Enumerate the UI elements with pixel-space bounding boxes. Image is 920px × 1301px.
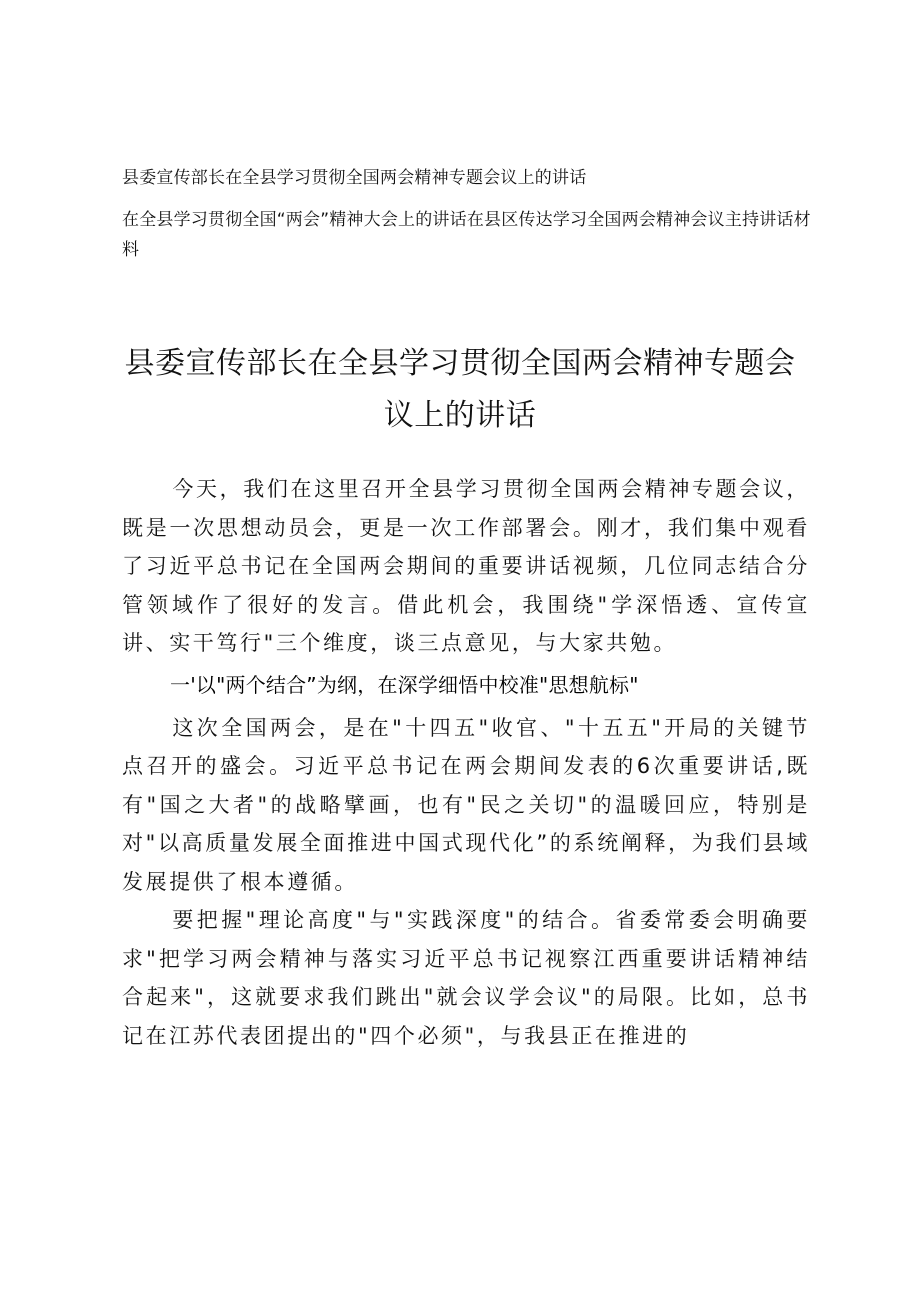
section-1-paragraph-1: 这次全国两会，是在"十四五"收官、"十五五"开局的关键节点召开的盛会。习近平总书记在两会期间发表的6次重要讲话,既有"国之大者"的战略擘画，也有"民之关切"的温暖回应，特别是对"以高质量发展全面推进中国式现代化”的系统阐释，为我们县域发展提供了根本遵循。 [122,715,810,894]
section-heading-1: 一'以"两个结合”为纲，在深学细悟中校准"思想航标" [170,672,639,697]
toc-entry-1: 县委宣传部长在全县学习贯彻全国两会精神专题会议上的讲话 [122,168,587,188]
intro-paragraph: 今天，我们在这里召开全县学习贯彻全国两会精神专题会议，既是一次思想动员会，更是一次工作部署会。刚才，我们集中观看了习近平总书记在全国两会期间的重要讲话视频，几位同志结合分管领域作了很好的发言。借此机会，我围绕"学深悟透、宣传宣讲、实干笃行"三个维度，谈三点意见，与大家共勉。 [122,477,810,655]
section-1-paragraph-2: 要把握"理论高度"与"实践深度"的结合。省委常委会明确要求"把学习两会精神与落实习近平总书记视察江西重要讲话精神结合起来"，这就要求我们跳出"就会议学会议"的局限。比如，总书记在江苏代表团提出的"四个必须"，与我县正在推进的 [122,908,810,1048]
document-body [122,470,810,1055]
document-title: 县委宣传部长在全县学习贯彻全国两会精神专题会议上的讲话 [124,346,796,433]
toc-entry-2: 在全县学习贯彻全国“两会”精神大会上的讲话在县区传达学习全国两会精神会议主持讲话材料 [122,210,811,260]
table-of-contents [122,163,822,265]
